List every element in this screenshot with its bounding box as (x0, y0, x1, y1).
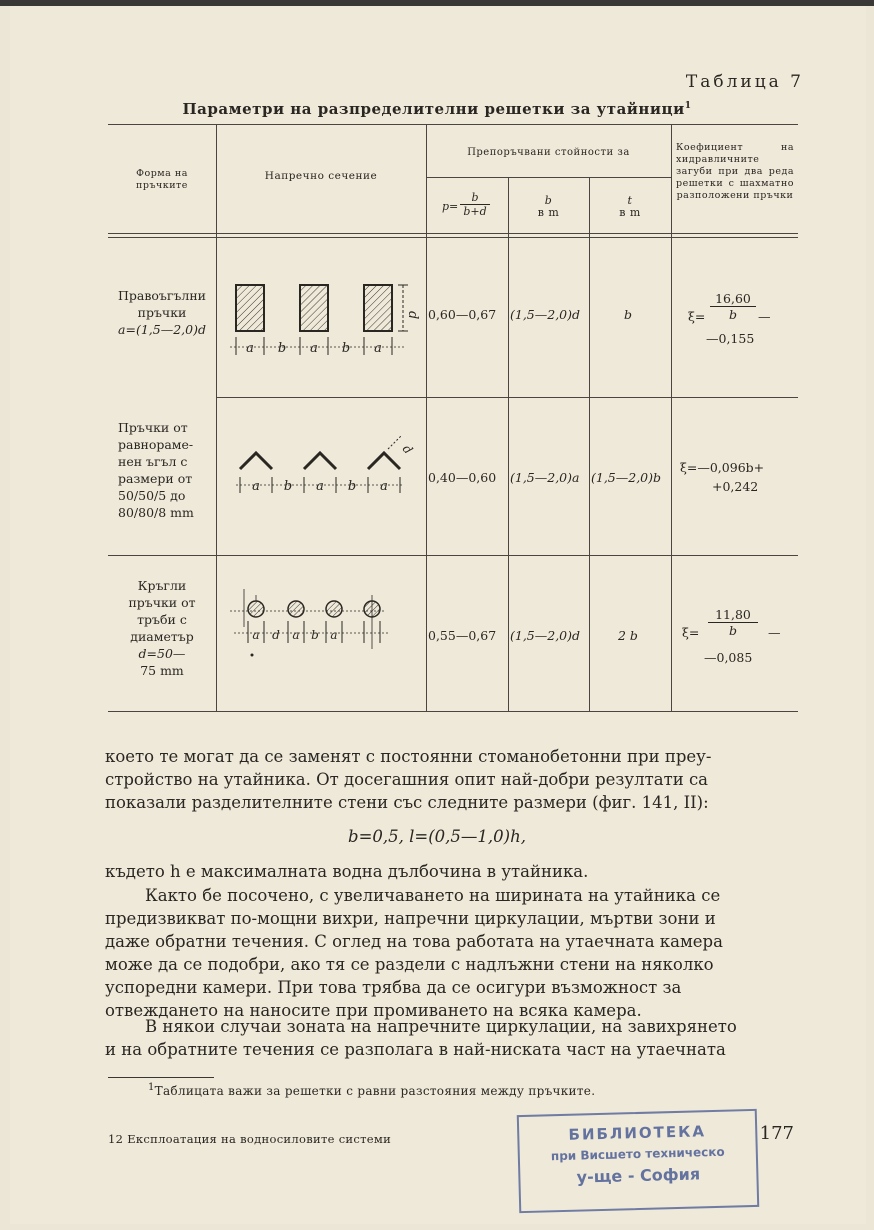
dim-label-d: d (405, 311, 420, 320)
header-rule (108, 233, 798, 234)
coef-denominator: b (708, 622, 758, 638)
header-p-den: b+d (460, 204, 490, 218)
row2-b: (1,5—2,0)a (510, 470, 580, 485)
footnote-rule (108, 1077, 214, 1078)
row2-form-line: 50/50/5 до (118, 488, 186, 503)
text-line: стройство на утайника. От досегашния опит най-добри резултати са (105, 770, 709, 789)
col-divider (671, 125, 672, 711)
table-title (0, 100, 874, 118)
dim-label-b: b (311, 628, 319, 642)
dim-label-b: b (277, 341, 287, 356)
row1-form-line: a=(1,5—2,0)d (118, 322, 206, 337)
row1-t: b (624, 307, 633, 322)
row2-form-line: равнораме- (118, 437, 194, 452)
row3-t: 2 b (618, 628, 638, 643)
paragraph-1 (105, 745, 802, 814)
text-line: даже обратни течения. С оглед на това работата на утаечната камера (105, 932, 723, 951)
text-line: което те могат да се заменят с постоянни стоманобетонни при преу- (105, 747, 712, 766)
col-divider (589, 177, 590, 711)
coef-dash: — (768, 625, 781, 640)
dim-label-a: a (246, 341, 254, 356)
footnote (148, 1082, 595, 1098)
angle-bars-sketch (226, 435, 416, 505)
row2-coef-line2: +0,242 (712, 479, 759, 494)
text-line: предизвикват по-мощни вихри, напречни циркулации, мъртви зони и (105, 909, 716, 928)
col-divider (216, 125, 217, 711)
col-divider (426, 125, 427, 711)
row3-form-line: тръби с (137, 612, 187, 627)
coef-lhs: ξ= (682, 625, 700, 640)
row3-p: 0,55—0,67 (428, 628, 497, 643)
round-bars-sketch (226, 587, 416, 667)
dim-label-a: a (380, 479, 388, 494)
row1-form-line: пръчки (137, 305, 187, 320)
header-p-num: b (471, 191, 479, 204)
table-title-text: Параметри на разпределителни решетки за утайници (182, 100, 685, 118)
dim-label-d: d (399, 441, 416, 457)
coef-tail: —0,155 (706, 331, 755, 346)
text-line: В някои случаи зоната на напречните циркулации, на завихрянето (145, 1017, 737, 1036)
row2-form-line: Пръчки от (118, 420, 188, 435)
footnote-ref: 1 (684, 101, 692, 111)
header-section: Напречно сечение (264, 170, 378, 182)
footnote-mark: 1 (148, 1082, 155, 1093)
row3-form (110, 577, 214, 679)
header-t-unit: в m (619, 206, 641, 219)
text-line: отвеждането на наносите при промиването на всяка камера. (105, 1001, 642, 1020)
dim-label-a: a (316, 479, 324, 494)
header-recommended: Препоръчвани стойности за (467, 147, 630, 158)
header-subrule (426, 177, 671, 178)
row2-form-line: 80/80/8 mm (118, 505, 194, 520)
table-number: Таблица 7 (685, 72, 804, 92)
row-rule (216, 397, 798, 398)
header-p (442, 191, 502, 221)
coef-tail: —0,085 (704, 650, 753, 665)
dim-label-a: a (374, 341, 382, 356)
parameters-table (108, 124, 798, 712)
row3-form-line: 75 mm (140, 663, 184, 678)
dim-label-d: d (272, 628, 280, 642)
coef-numerator: 16,60 (715, 291, 751, 306)
header-coefficient: Коефициент на хидравличните загуби при два реда решетки с шахматно разположени пръчки (676, 142, 794, 201)
coef-dash: — (758, 309, 771, 324)
header-b (508, 195, 589, 219)
text-line: показали разделителните стени със следните размери (фиг. 141, II): (105, 793, 709, 812)
text-line: успоредни камери. При това трябва да се осигури възможност за (105, 978, 682, 997)
text-line: може да се подобри, ако тя се раздели с надлъжни стени на няколко (105, 955, 714, 974)
stamp-line: БИБЛИОТЕКА (568, 1122, 707, 1144)
row2-form-line: размери от (118, 471, 193, 486)
row1-b: (1,5—2,0)d (510, 307, 581, 322)
row3-form-line: d=50— (138, 646, 186, 661)
header-b-unit: в m (537, 206, 560, 219)
library-stamp (517, 1109, 759, 1213)
row3-form-line: Кръгли (137, 578, 187, 593)
running-footer: 12 Експлоатация на водносиловите системи (108, 1132, 392, 1146)
header-form: Форма на пръчките (136, 168, 188, 191)
dim-label-a: a (252, 479, 260, 494)
row2-form-line: нен ъгъл с (118, 454, 188, 469)
formula: b=0,5, l=(0,5—1,0)h, (348, 827, 526, 846)
dim-label-a: a (330, 628, 338, 642)
dim-label-b: b (347, 479, 357, 494)
dim-label-b: b (283, 479, 293, 494)
paragraph-2 (105, 860, 802, 883)
row1-form (110, 287, 214, 338)
dim-label-a: a (252, 628, 260, 642)
paragraph-3 (105, 884, 802, 1022)
row3-b: (1,5—2,0)d (510, 628, 581, 643)
row3-coefficient (674, 601, 798, 665)
dim-label-a: a (292, 628, 300, 642)
footnote-text: Таблицата важи за решетки с равни разстояния между пръчките. (154, 1084, 596, 1098)
row1-coefficient (674, 285, 798, 349)
text-line: където h е максималната водна дълбочина в утайника. (105, 862, 589, 881)
header-t (589, 195, 671, 219)
row2-t: (1,5—2,0)b (591, 470, 662, 485)
col-divider (508, 177, 509, 711)
bar-section (236, 285, 264, 331)
bar-section (364, 285, 392, 331)
row3-form-line: диаметър (130, 629, 194, 644)
text-line: и на обратните течения се разполага в най-ниската част на утаечната (105, 1040, 726, 1059)
coef-lhs: ξ= (688, 309, 706, 324)
stamp-line: при Висшето техническо (550, 1144, 725, 1164)
row-rule (108, 555, 798, 556)
coef-denominator: b (710, 306, 756, 322)
header-rule (108, 237, 798, 238)
stamp-line: у-ще - София (576, 1164, 701, 1187)
rectangular-bars-sketch (226, 273, 420, 363)
row1-form-line: Правоъгълни (118, 288, 206, 303)
header-t-sym: t (627, 194, 633, 207)
row2-form (110, 419, 222, 521)
text-line: Както бе посочено, с увеличаването на ширината на утайника се (145, 886, 721, 905)
bar-section (300, 285, 328, 331)
dim-label-b: b (341, 341, 351, 356)
paragraph-4 (105, 1015, 802, 1061)
row3-form-line: пръчки от (128, 595, 196, 610)
row2-coef-line1: ξ=—0,096b+ (680, 460, 765, 475)
page-number: 177 (759, 1123, 794, 1144)
header-p-lhs: p= (442, 200, 459, 213)
row2-p: 0,40—0,60 (428, 470, 497, 485)
coef-numerator: 11,80 (715, 607, 751, 622)
row1-p: 0,60—0,67 (428, 307, 497, 322)
dim-label-a: a (310, 341, 318, 356)
header-b-sym: b (544, 194, 553, 207)
